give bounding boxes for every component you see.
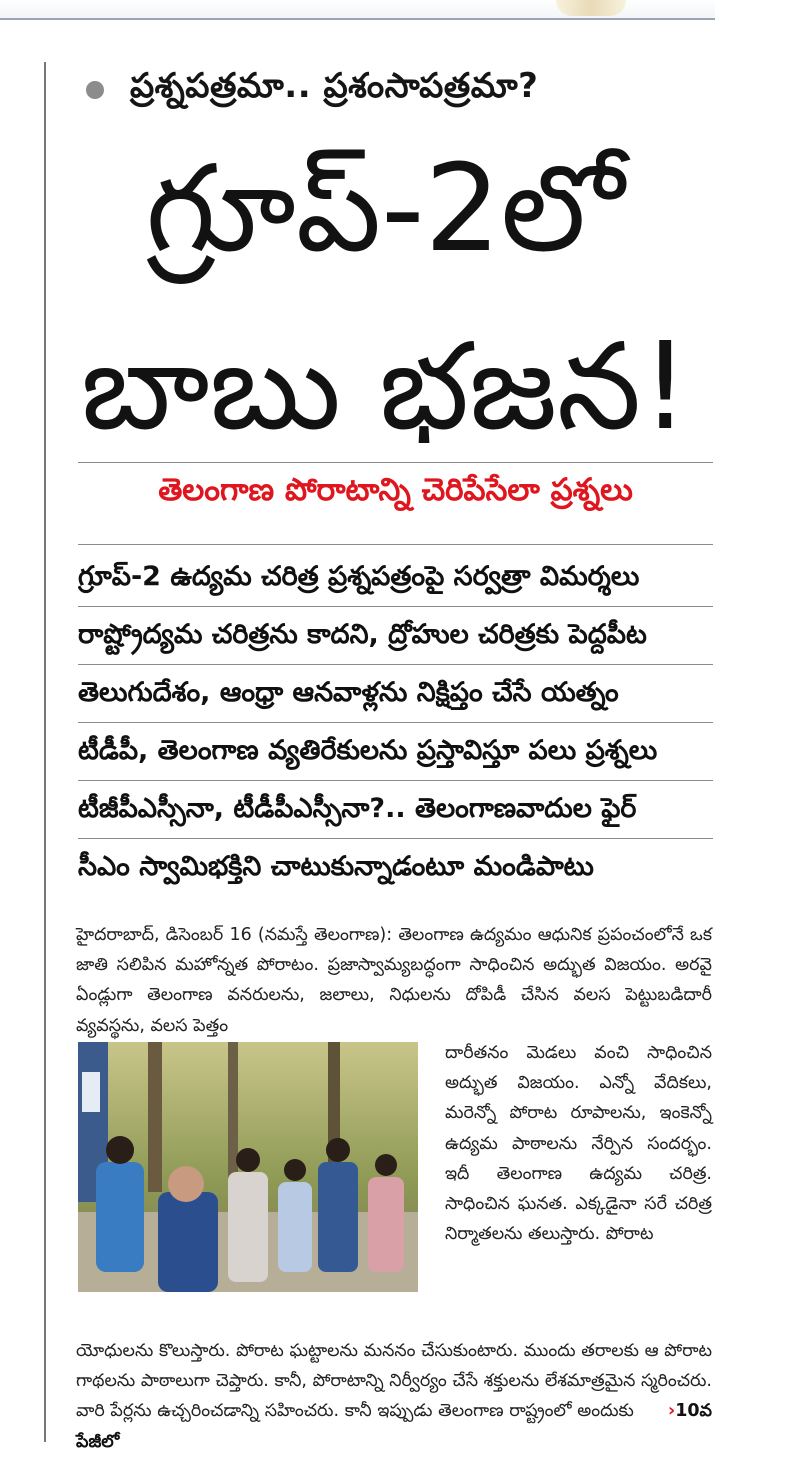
deck-line: టీజీపీఎస్సీనా, టీడీపీఎస్సీనా?.. తెలంగాణవాదుల ఫైర్‌ xyxy=(78,793,637,824)
kicker xyxy=(86,62,538,118)
subheadline: తెలంగాణ పోరాటాన్ని చెరిపేసేలా ప్రశ్నలు xyxy=(158,472,633,508)
headline-line-1: గ్రూప్‌-2లో xyxy=(145,140,625,279)
crowd-photo-illustration xyxy=(78,1042,418,1292)
headline-line-2: బాబు భజన! xyxy=(80,318,690,457)
divider xyxy=(78,462,713,463)
column-divider xyxy=(44,62,46,1442)
deck-line: సీఎం స్వామిభక్తిని చాటుకున్నాడంటూ మండిపాటు xyxy=(78,851,594,882)
divider xyxy=(78,544,713,545)
deck-line: గ్రూప్‌-2 ఉద్యమ చరిత్ర ప్రశ్నపత్రంపై సర్వత్రా విమర్శలు xyxy=(78,561,640,592)
bullet-icon xyxy=(86,81,104,99)
top-decoration xyxy=(556,0,626,16)
continuation-text: 10వ పేజీలో xyxy=(76,1401,712,1452)
deck-line: టీడీపీ, తెలంగాణ వ్యతిరేకులను ప్రస్తావిస్తూ పలు ప్రశ్నలు xyxy=(78,735,658,766)
continuation-arrow-icon: › xyxy=(667,1401,676,1422)
kicker-text: ప్రశ్నపత్రమా.. ప్రశంసాపత్రమా? xyxy=(130,66,539,106)
deck-line: రాష్ట్రోద్యమ చరిత్రను కాదని, ద్రోహుల చరిత్రకు పెద్దపీట xyxy=(78,619,647,650)
body-paragraph-bottom-text: యోధులను కొలుస్తారు. పోరాట ఘట్టాలను మననం చేసుకుంటారు. ముందు తరాలకు ఆ పోరాట గాథలను పాఠాలుగా చెప్తారు. కానీ, పోరాటాన్ని నిర్వీర్యం చేసే శక్తులను లేశమాత్రమైన స్మరించరు. వారి పేర్లను ఉచ్చరించడాన్ని సహించరు. కానీ ఇప్పుడు తెలంగాణ రాష్ట్రంలో అందుకు xyxy=(76,1341,712,1422)
body-paragraph-intro: హైదరాబాద్‌, డిసెంబర్‌ 16 (నమస్తే తెలంగాణ): తెలంగాణ ఉద్యమం ఆధునిక ప్రపంచంలోనే ఒక జాతి సలిపిన మహోన్నత పోరాటం. ప్రజాస్వామ్యబద్ధంగా సాధించిన అద్భుత విజయం. అరవై ఏండ్లుగా తెలంగాణ వనరులను, జలాలు, నిధులను దోపిడీ చేసిన వలస పెట్టుబడిదారీ వ్యవస్థను, వలస పెత్తం xyxy=(76,925,712,1036)
body-paragraph-continued xyxy=(76,1336,712,1457)
deck-line: తెలుగుదేశం, ఆంధ్రా ఆనవాళ్లను నిక్షిప్తం చేసే యత్నం xyxy=(78,677,619,708)
body-paragraph-column: దారీతనం మెడలు వంచి సాధించిన అద్భుత విజయం. ఎన్నో వేదికలు, మరెన్నో పోరాట రూపాలను, ఇంకెన్నో ఉద్యమ పాఠాలను నేర్పిన సందర్భం. ఇదీ తెలంగాణ ఉద్యమ చరిత్ర. సాధించిన ఘనత. ఎక్కడైనా సరే చరిత్ర నిర్మాతలను తలుస్తారు. పోరాట xyxy=(445,1043,712,1245)
news-photo xyxy=(78,1042,418,1292)
